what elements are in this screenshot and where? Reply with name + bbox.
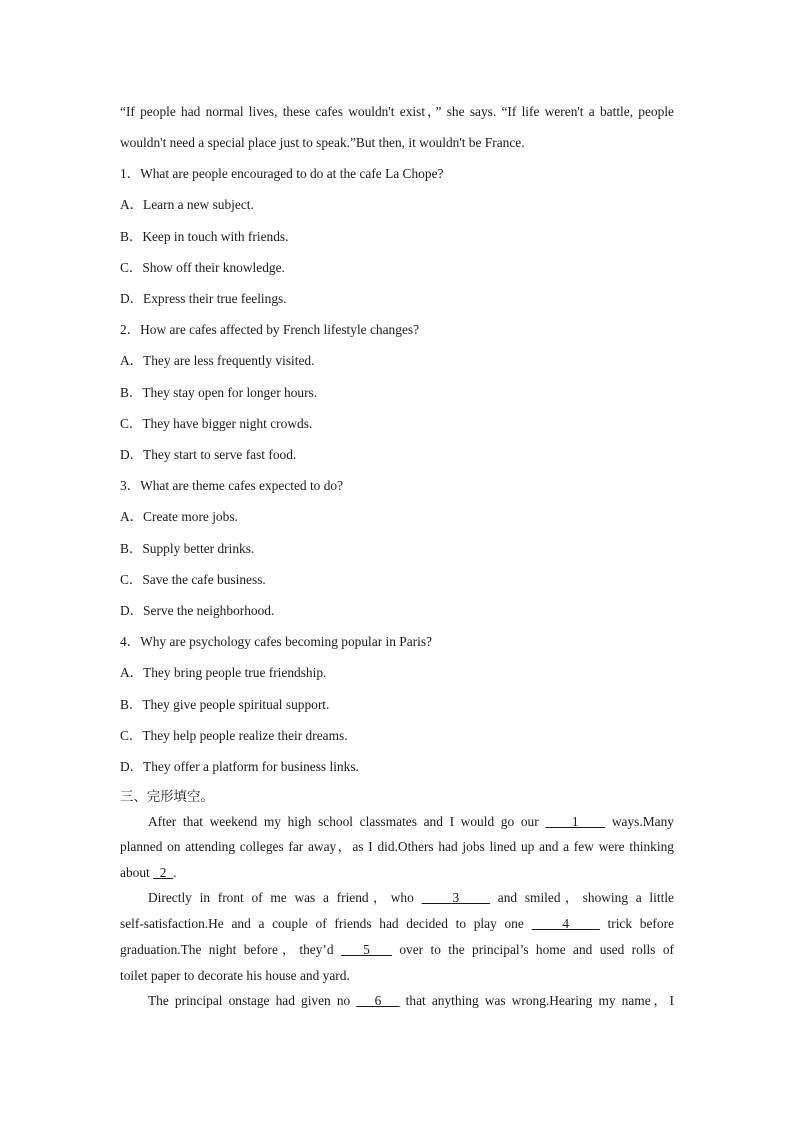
intro-line-2: wouldn't need a special place just to speak.”But then, it wouldn't be France. (120, 135, 525, 150)
intro-line-1: “If people had normal lives, these cafes wouldn't exist，” she says. “If life weren't a battle, people (120, 104, 674, 119)
question-2-option-c: C．They have bigger night crowds. (120, 416, 313, 431)
question-3-option-d: D．Serve the neighborhood. (120, 603, 275, 618)
cloze-text: over to the principal’s home and used rolls of (399, 942, 675, 957)
question-1-stem: 1．What are people encouraged to do at the cafe La Chope? (120, 166, 444, 181)
cloze-text: self-satisfaction.He and a couple of friends had decided to play one (120, 916, 524, 931)
cloze-p1-line-1 (120, 812, 674, 832)
cloze-p1-line-3 (120, 863, 177, 883)
question-4-option-a: A．They bring people true friendship. (120, 665, 327, 680)
question-2-stem: 2．How are cafes affected by French lifestyle changes? (120, 322, 420, 337)
cloze-p2-line-3 (120, 940, 674, 960)
question-3-option-c: C．Save the cafe business. (120, 572, 266, 587)
cloze-p2-line-1 (120, 888, 674, 908)
question-4-option-c: C．They help people realize their dreams. (120, 728, 348, 743)
question-3-stem: 3．What are theme cafes expected to do? (120, 478, 344, 493)
cloze-text: graduation.The night before，they’d (120, 942, 334, 957)
cloze-p1-line-2: planned on attending colleges far away，as I did.Others had jobs lined up and a few were thinking (120, 839, 674, 854)
cloze-text: trick before (607, 916, 674, 931)
question-2-option-a: A．They are less frequently visited. (120, 353, 315, 368)
question-4-option-d: D．They offer a platform for business links. (120, 759, 359, 774)
question-1-option-d: D．Express their true feelings. (120, 291, 287, 306)
cloze-text: . (173, 865, 177, 880)
question-4-option-b: B．They give people spiritual support. (120, 697, 330, 712)
cloze-blank-1: 1 (545, 814, 606, 829)
cloze-blank-3: 3 (421, 890, 491, 905)
cloze-text: that anything was wrong.Hearing my name，I (405, 993, 674, 1008)
question-3-option-b: B．Supply better drinks. (120, 541, 255, 556)
cloze-p2-line-4: toilet paper to decorate his house and yard. (120, 968, 350, 983)
cloze-text: The principal onstage had given no (148, 993, 351, 1008)
question-4-stem: 4．Why are psychology cafes becoming popular in Paris? (120, 634, 432, 649)
cloze-blank-2: 2 (153, 865, 174, 880)
cloze-blank-5: 5 (340, 942, 392, 957)
question-1-option-c: C．Show off their knowledge. (120, 260, 285, 275)
question-3-option-a: A．Create more jobs. (120, 509, 238, 524)
cloze-text: ways.Many (611, 814, 674, 829)
cloze-blank-4: 4 (531, 916, 600, 931)
cloze-text: about (120, 865, 150, 880)
question-2-option-b: B．They stay open for longer hours. (120, 385, 318, 400)
cloze-text: and smiled，showing a little (497, 890, 674, 905)
cloze-p3-line-1 (120, 991, 674, 1011)
question-1-option-a: A．Learn a new subject. (120, 197, 254, 212)
question-1-option-b: B．Keep in touch with friends. (120, 229, 289, 244)
cloze-text: Directly in front of me was a friend，who (148, 890, 414, 905)
cloze-p2-line-2 (120, 914, 674, 934)
question-2-option-d: D．They start to serve fast food. (120, 447, 297, 462)
cloze-text: After that weekend my high school classmates and I would go our (148, 814, 539, 829)
section-heading: 三、完形填空。 (120, 790, 214, 805)
cloze-blank-6: 6 (356, 993, 400, 1008)
